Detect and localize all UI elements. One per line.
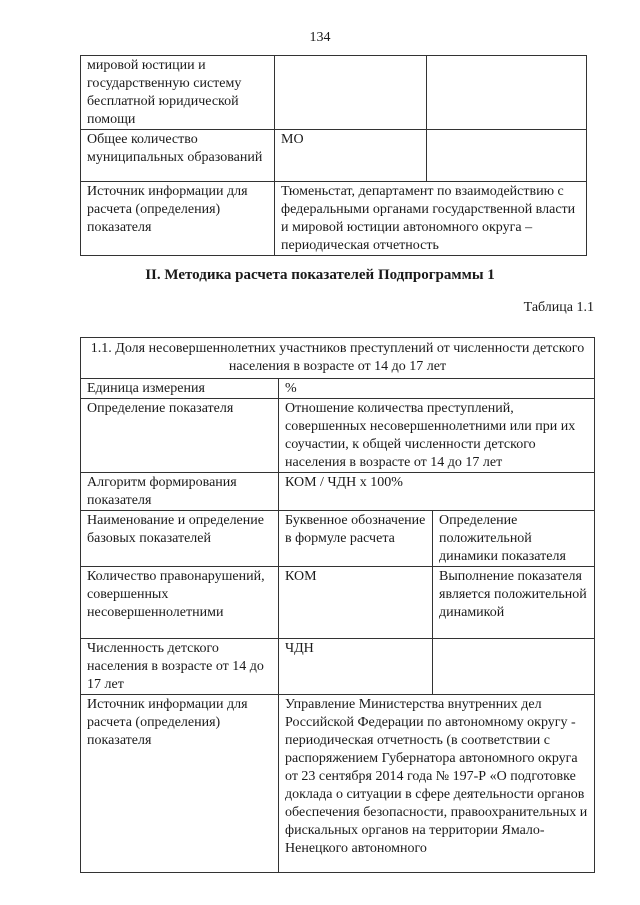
table-row <box>81 695 595 873</box>
table-row <box>81 473 595 511</box>
table-label: Таблица 1.1 <box>523 300 594 315</box>
row-col3: Определение положительной динамики показателя <box>433 511 595 567</box>
table-row <box>81 379 595 399</box>
row-label: Наименование и определение базовых показателей <box>81 511 279 567</box>
row-label: Численность детского населения в возрасте от 14 до 17 лет <box>81 639 279 695</box>
row-value <box>275 56 427 130</box>
table-row <box>81 182 587 256</box>
table-row <box>81 56 587 130</box>
row-label: Источник информации для расчета (определения) показателя <box>81 695 279 873</box>
table-row <box>81 639 595 695</box>
row-label: Алгоритм формирования показателя <box>81 473 279 511</box>
section-heading: II. Методика расчета показателей Подпрограммы 1 <box>145 267 495 283</box>
row-label: мировой юстиции и государственную систему бесплатной юридической помощи <box>81 56 275 130</box>
row-label: Общее количество муниципальных образований <box>81 130 275 182</box>
table-title-row <box>81 338 595 379</box>
row-label: Единица измерения <box>81 379 279 399</box>
row-col2: Буквенное обозначение в формуле расчета <box>279 511 433 567</box>
table-title: 1.1. Доля несовершеннолетних участников преступлений от численности детского населения в возрасте от 14 до 17 лет <box>81 338 595 379</box>
row-extra <box>427 130 587 182</box>
row-value: МО <box>275 130 427 182</box>
row-extra <box>427 56 587 130</box>
row-value: Отношение количества преступлений, совершенных несовершеннолетними или при их соучастии, к общей численности детского населения в возрасте от 14 до 17 лет <box>279 399 595 473</box>
row-col3: Выполнение показателя является положительной динамикой <box>433 567 595 639</box>
row-label: Количество правонарушений, совершенных несовершеннолетними <box>81 567 279 639</box>
main-table <box>80 337 595 873</box>
row-value: Управление Министерства внутренних дел Российской Федерации по автономному округу - периодическая отчетность (в соответствии с распоряжением Губернатора автономного округа от 23 сентября 2014 года № 197-Р «О подготовке доклада о ситуации в сфере деятельности органов обеспечения безопасности, правоохранительных и фискальных органов на территории Ямало-Ненецкого автономного <box>279 695 595 873</box>
row-label: Определение показателя <box>81 399 279 473</box>
top-table <box>80 55 587 256</box>
table-row <box>81 130 587 182</box>
row-col2: ЧДН <box>279 639 433 695</box>
row-col2: КОМ <box>279 567 433 639</box>
table-row <box>81 399 595 473</box>
row-value: % <box>279 379 595 399</box>
table-row <box>81 567 595 639</box>
row-col3 <box>433 639 595 695</box>
row-label: Источник информации для расчета (определения) показателя <box>81 182 275 256</box>
table-row <box>81 511 595 567</box>
row-value: Тюменьстат, департамент по взаимодействию с федеральными органами государственной власти и мировой юстиции автономного округа – периодическая отчетность <box>275 182 587 256</box>
row-value: КОМ / ЧДН х 100% <box>279 473 595 511</box>
page-number: 134 <box>309 30 331 45</box>
